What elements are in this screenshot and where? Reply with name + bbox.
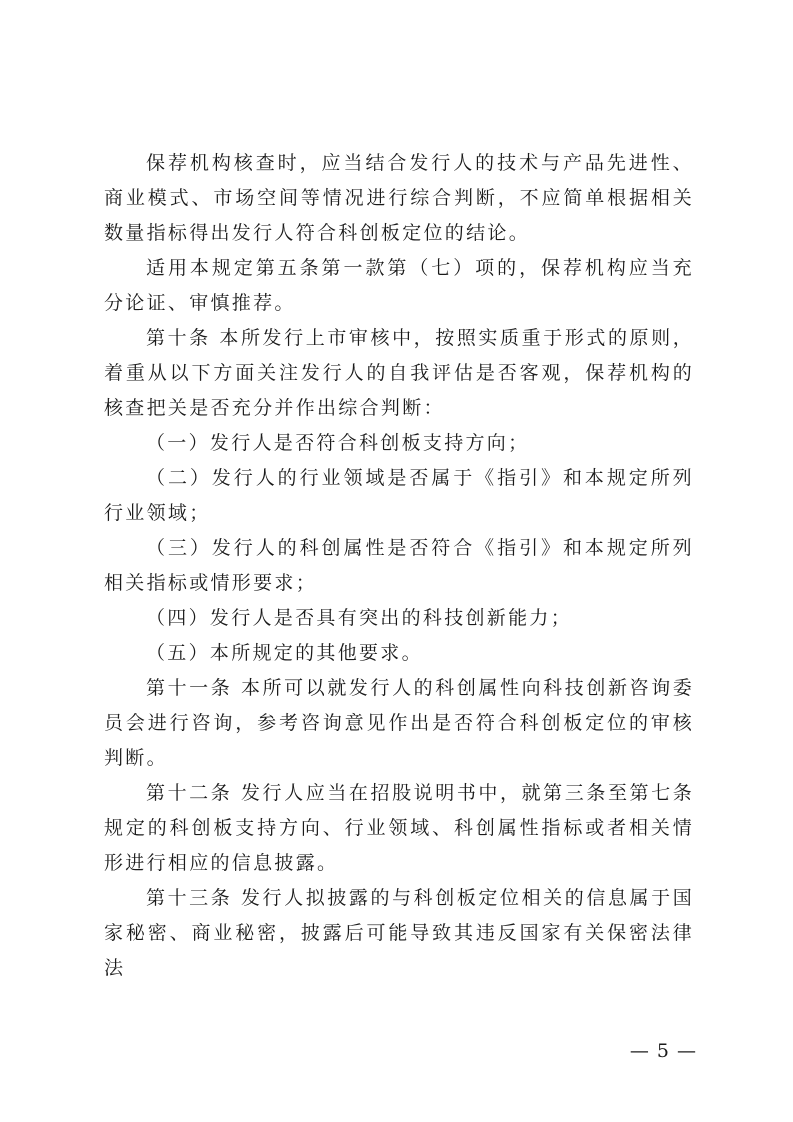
paragraph-item-4: （四）发行人是否具有突出的科技创新能力； (146, 607, 573, 629)
paragraph-item-1: （一）发行人是否符合科创板支持方向； (146, 432, 530, 454)
paragraph-article-12: 第十二条 发行人应当在招股说明书中，就第三条至第七条规定的科创板支持方向、行业领域、科创属性指标或者相关情形进行相应的信息披露。 (104, 782, 694, 874)
paragraph-article-11: 第十一条 本所可以就发行人的科创属性向科技创新咨询委员会进行咨询，参考咨询意见作出是否符合科创板定位的审核判断。 (104, 677, 694, 769)
paragraph-article-10: 第十条 本所发行上市审核中，按照实质重于形式的原则，着重从以下方面关注发行人的自我评估是否客观，保荐机构的核查把关是否充分并作出综合判断： (104, 327, 694, 419)
document-body (104, 146, 694, 986)
paragraph-item-3: （三）发行人的科创属性是否符合《指引》和本规定所列相关指标或情形要求； (104, 537, 694, 594)
paragraph-item-5: （五）本所规定的其他要求。 (146, 642, 423, 664)
paragraph-article-13: 第十三条 发行人拟披露的与科创板定位相关的信息属于国家秘密、商业秘密，披露后可能导致其违反国家有关保密法律法 (104, 887, 694, 979)
paragraph-article-5-clause-7: 适用本规定第五条第一款第（七）项的，保荐机构应当充分论证、审慎推荐。 (104, 257, 694, 314)
paragraph-sponsor-verification: 保荐机构核查时，应当结合发行人的技术与产品先进性、商业模式、市场空间等情况进行综合判断，不应简单根据相关数量指标得出发行人符合科创板定位的结论。 (104, 152, 694, 244)
page-number: — 5 — (629, 1040, 697, 1062)
paragraph-item-2: （二）发行人的行业领域是否属于《指引》和本规定所列行业领域； (104, 467, 694, 524)
